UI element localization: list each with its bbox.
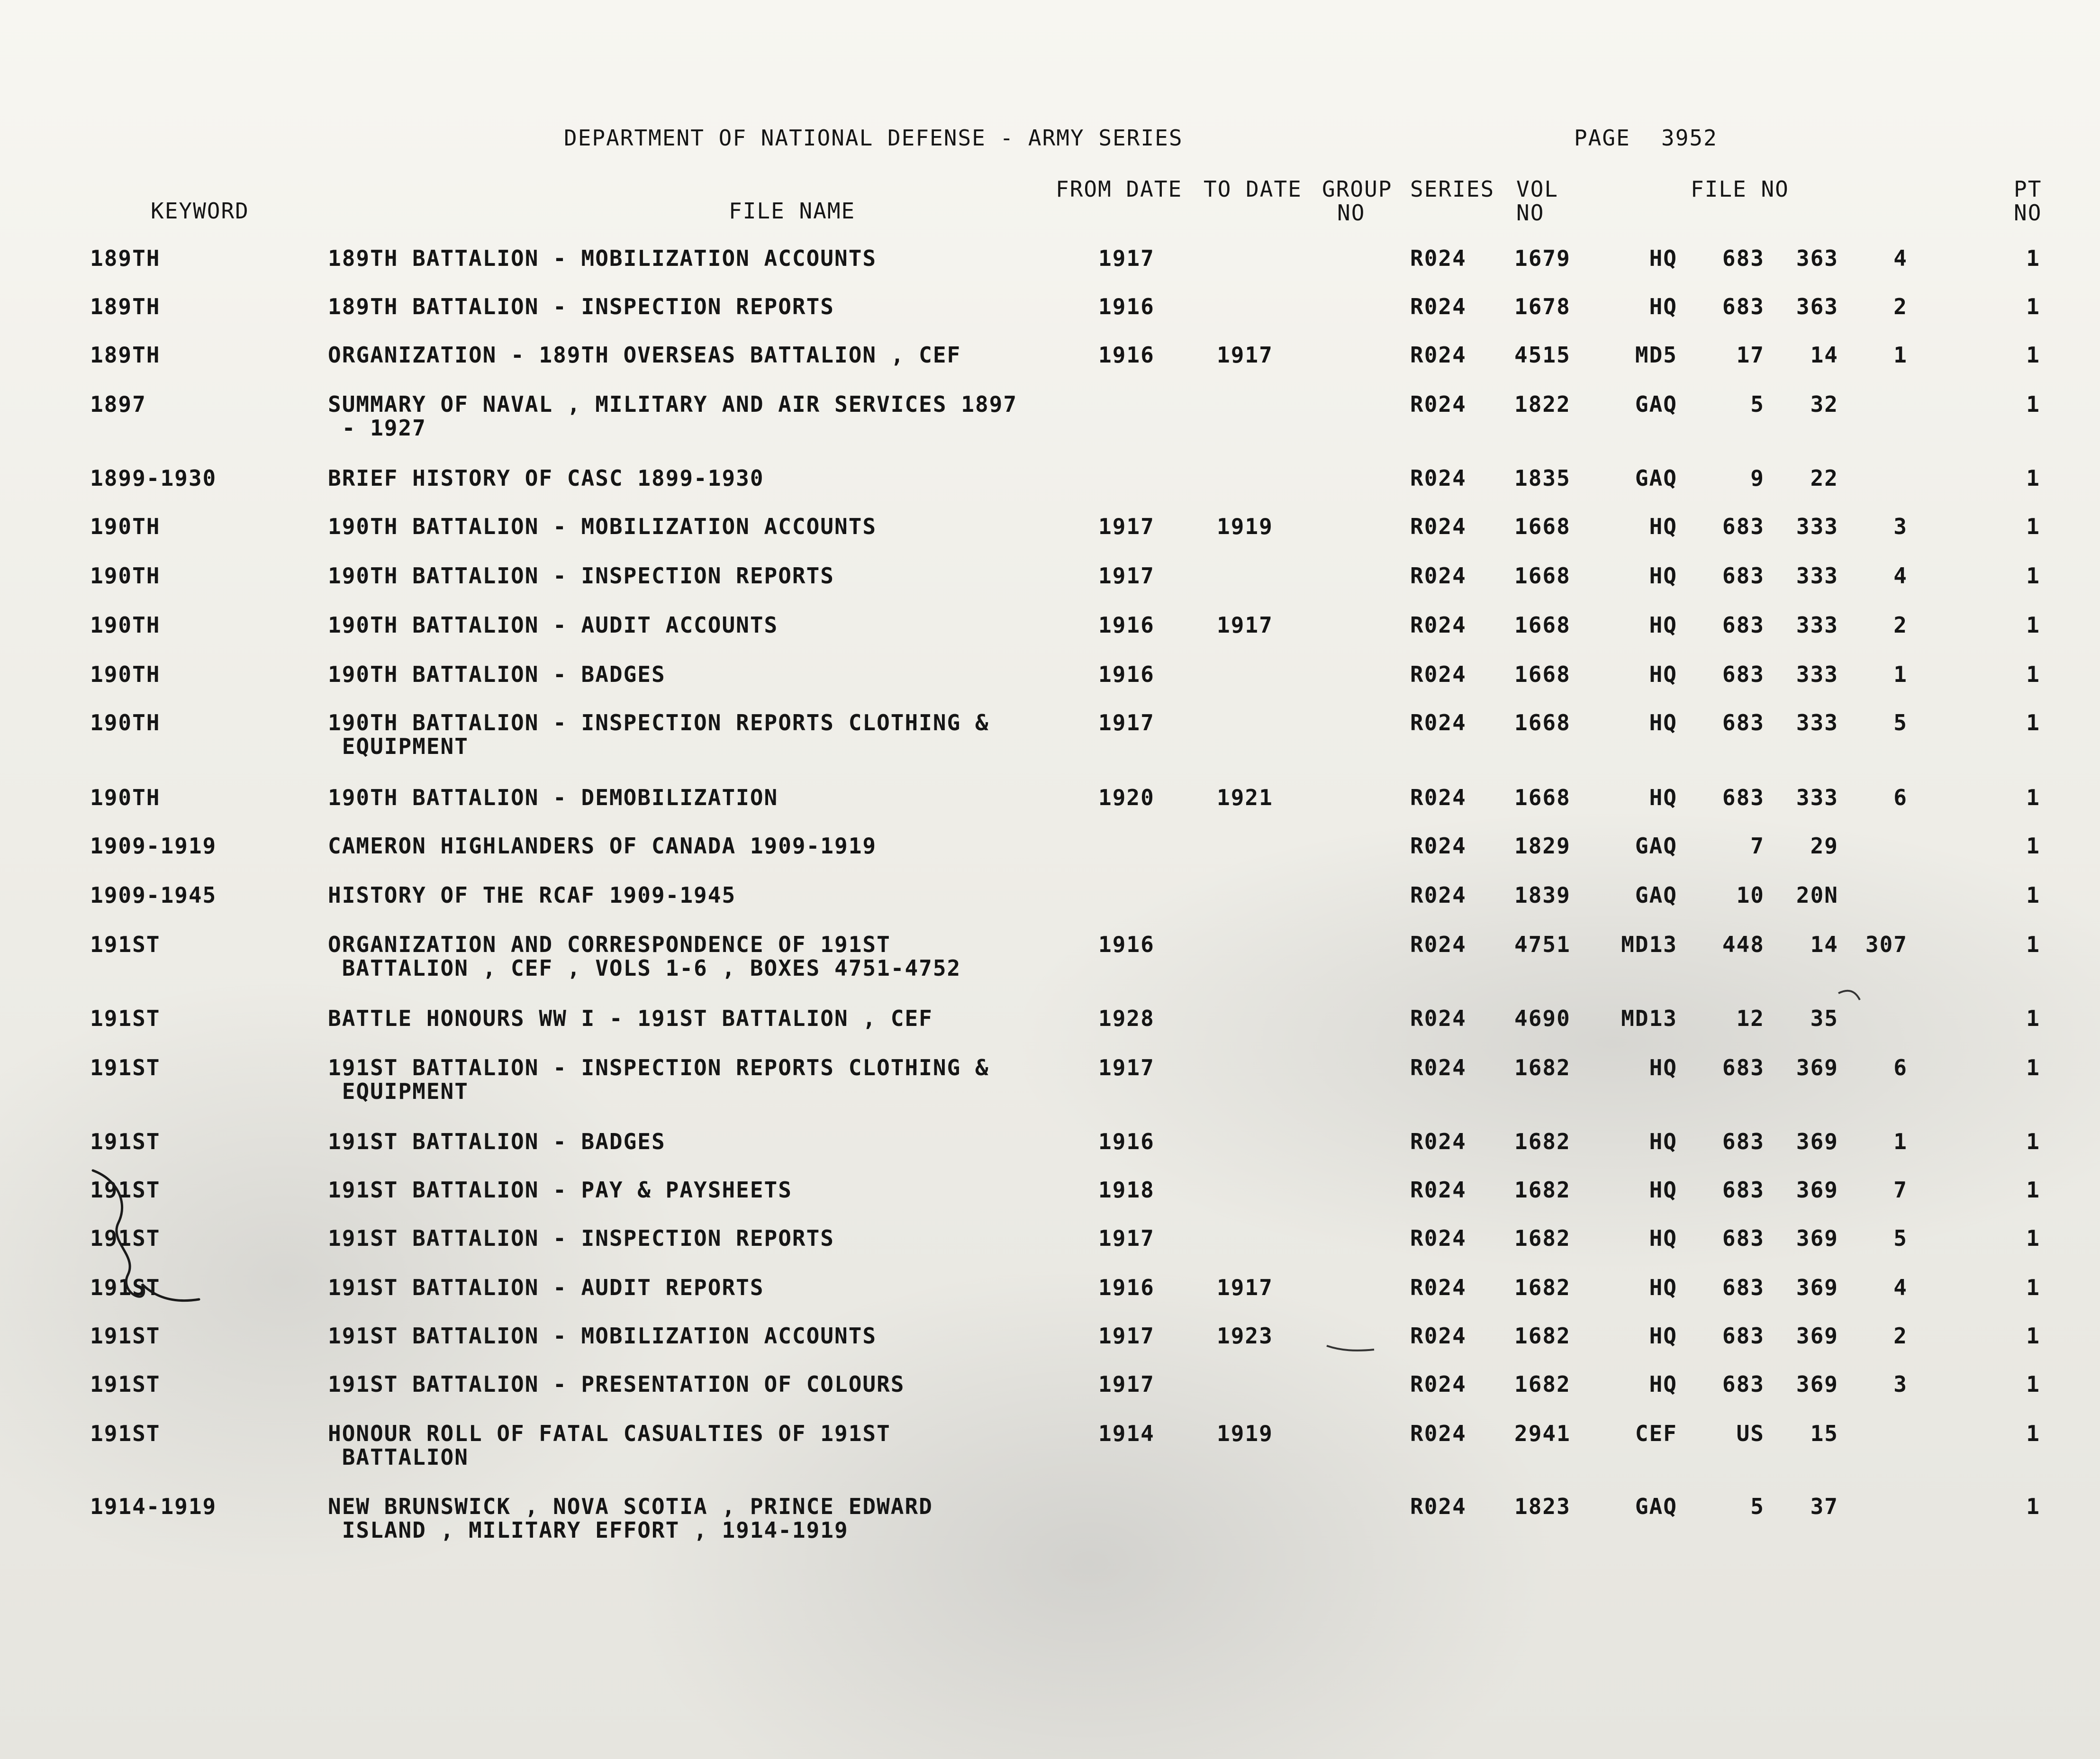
pt-no-cell: 1 xyxy=(2026,1225,2040,1251)
keyword-cell: 191ST xyxy=(90,1323,161,1349)
series-cell: R024 xyxy=(1410,1421,1466,1446)
vol-no-cell: 1668 xyxy=(1514,785,1571,810)
keyword-cell: 189TH xyxy=(90,245,161,271)
from-date-cell: 1916 xyxy=(1098,342,1155,368)
file-no-part-2-cell: 20N xyxy=(1796,882,1838,908)
file-no-part-2-cell: 22 xyxy=(1810,465,1838,491)
file-no-part-3-cell: 307 xyxy=(1865,932,1908,957)
file-no-part-3-cell: 5 xyxy=(1893,710,1908,735)
from-date-cell: 1917 xyxy=(1098,1371,1155,1397)
column-header-keyword: KEYWORD xyxy=(151,198,249,224)
pt-no-cell: 1 xyxy=(2026,1421,2040,1446)
file-name-cell: 191ST BATTALION - MOBILIZATION ACCOUNTS xyxy=(328,1323,877,1349)
file-name-cell: ORGANIZATION AND CORRESPONDENCE OF 191ST BATTALION , CEF , VOLS 1-6 , BOXES 4751-4752 xyxy=(328,932,961,981)
series-cell: R024 xyxy=(1410,1275,1466,1300)
keyword-cell: 1897 xyxy=(90,391,146,417)
keyword-cell: 191ST xyxy=(90,1006,161,1031)
pt-no-cell: 1 xyxy=(2026,710,2040,735)
vol-no-cell: 4690 xyxy=(1514,1006,1571,1031)
pt-no-cell: 1 xyxy=(2026,662,2040,687)
from-date-cell: 1917 xyxy=(1098,563,1155,589)
file-no-part-2-cell: 333 xyxy=(1796,514,1838,539)
series-cell: R024 xyxy=(1410,1225,1466,1251)
file-no-part-3-cell: 4 xyxy=(1893,1275,1908,1300)
series-cell: R024 xyxy=(1410,612,1466,638)
vol-no-cell: 1822 xyxy=(1514,391,1571,417)
from-date-cell: 1920 xyxy=(1098,785,1155,810)
file-no-part-1-cell: 683 xyxy=(1722,245,1765,271)
file-no-part-2-cell: 369 xyxy=(1796,1225,1838,1251)
file-no-part-2-cell: 333 xyxy=(1796,785,1838,810)
file-no-part-1-cell: 10 xyxy=(1736,882,1765,908)
to-date-cell: 1917 xyxy=(1217,1275,1273,1300)
pt-no-cell: 1 xyxy=(2026,1494,2040,1519)
keyword-cell: 190TH xyxy=(90,514,161,539)
column-header-from-date: FROM DATE xyxy=(1056,176,1183,202)
file-no-prefix-cell: HQ xyxy=(1649,662,1677,687)
file-name-cell: 191ST BATTALION - AUDIT REPORTS xyxy=(328,1275,764,1300)
file-no-prefix-cell: HQ xyxy=(1649,1177,1677,1203)
pt-no-cell: 1 xyxy=(2026,1006,2040,1031)
vol-no-cell: 1682 xyxy=(1514,1129,1571,1154)
file-no-part-1-cell: 683 xyxy=(1722,1177,1765,1203)
file-no-part-1-cell: 683 xyxy=(1722,1129,1765,1154)
pt-no-cell: 1 xyxy=(2026,932,2040,957)
file-no-part-3-cell: 2 xyxy=(1893,612,1908,638)
keyword-cell: 190TH xyxy=(90,785,161,810)
from-date-cell: 1916 xyxy=(1098,612,1155,638)
series-cell: R024 xyxy=(1410,833,1466,859)
file-no-prefix-cell: GAQ xyxy=(1635,391,1677,417)
vol-no-cell: 1682 xyxy=(1514,1225,1571,1251)
file-name-cell: 191ST BATTALION - INSPECTION REPORTS CLOTHING & EQUIPMENT xyxy=(328,1055,989,1104)
vol-no-cell: 2941 xyxy=(1514,1421,1571,1446)
series-cell: R024 xyxy=(1410,391,1466,417)
page-label: PAGE xyxy=(1574,125,1630,151)
file-no-prefix-cell: MD5 xyxy=(1635,342,1677,368)
pt-no-cell: 1 xyxy=(2026,514,2040,539)
file-no-prefix-cell: MD13 xyxy=(1621,932,1677,957)
vol-no-cell: 4515 xyxy=(1514,342,1571,368)
pt-no-cell: 1 xyxy=(2026,563,2040,589)
file-no-part-1-cell: 448 xyxy=(1722,932,1765,957)
keyword-cell: 190TH xyxy=(90,563,161,589)
file-no-part-3-cell: 5 xyxy=(1893,1225,1908,1251)
file-no-prefix-cell: HQ xyxy=(1649,1129,1677,1154)
from-date-cell: 1916 xyxy=(1098,662,1155,687)
keyword-cell: 191ST xyxy=(90,1129,161,1154)
series-cell: R024 xyxy=(1410,882,1466,908)
from-date-cell: 1917 xyxy=(1098,710,1155,735)
pt-no-cell: 1 xyxy=(2026,465,2040,491)
series-cell: R024 xyxy=(1410,1323,1466,1349)
series-cell: R024 xyxy=(1410,465,1466,491)
file-no-part-2-cell: 369 xyxy=(1796,1275,1838,1300)
vol-no-cell: 4751 xyxy=(1514,932,1571,957)
pt-no-cell: 1 xyxy=(2026,1275,2040,1300)
file-no-part-1-cell: 17 xyxy=(1736,342,1765,368)
file-name-cell: 190TH BATTALION - MOBILIZATION ACCOUNTS xyxy=(328,514,877,539)
file-no-part-1-cell: 5 xyxy=(1750,1494,1765,1519)
from-date-cell: 1917 xyxy=(1098,1323,1155,1349)
file-name-cell: CAMERON HIGHLANDERS OF CANADA 1909-1919 xyxy=(328,833,877,859)
keyword-cell: 1909-1945 xyxy=(90,882,217,908)
vol-no-cell: 1668 xyxy=(1514,612,1571,638)
file-no-part-3-cell: 3 xyxy=(1893,514,1908,539)
file-no-prefix-cell: GAQ xyxy=(1635,833,1677,859)
keyword-cell: 191ST xyxy=(90,1055,161,1080)
pt-no-cell: 1 xyxy=(2026,391,2040,417)
file-no-prefix-cell: HQ xyxy=(1649,710,1677,735)
file-name-cell: 189TH BATTALION - MOBILIZATION ACCOUNTS xyxy=(328,245,877,271)
file-no-part-1-cell: 683 xyxy=(1722,1275,1765,1300)
file-no-part-3-cell: 1 xyxy=(1893,662,1908,687)
file-no-part-2-cell: 363 xyxy=(1796,294,1838,319)
keyword-cell: 189TH xyxy=(90,342,161,368)
file-no-prefix-cell: HQ xyxy=(1649,1323,1677,1349)
vol-no-cell: 1668 xyxy=(1514,662,1571,687)
keyword-cell: 191ST xyxy=(90,1275,161,1300)
file-no-part-3-cell: 7 xyxy=(1893,1177,1908,1203)
from-date-cell: 1917 xyxy=(1098,245,1155,271)
vol-no-cell: 1668 xyxy=(1514,514,1571,539)
to-date-cell: 1921 xyxy=(1217,785,1273,810)
series-cell: R024 xyxy=(1410,785,1466,810)
file-name-cell: 189TH BATTALION - INSPECTION REPORTS xyxy=(328,294,834,319)
to-date-cell: 1923 xyxy=(1217,1323,1273,1349)
file-no-part-2-cell: 14 xyxy=(1810,932,1838,957)
vol-no-cell: 1679 xyxy=(1514,245,1571,271)
series-cell: R024 xyxy=(1410,514,1466,539)
file-no-prefix-cell: GAQ xyxy=(1635,465,1677,491)
file-no-part-3-cell: 6 xyxy=(1893,785,1908,810)
file-name-cell: 190TH BATTALION - INSPECTION REPORTS CLOTHING & EQUIPMENT xyxy=(328,710,989,759)
vol-no-cell: 1829 xyxy=(1514,833,1571,859)
file-no-prefix-cell: HQ xyxy=(1649,563,1677,589)
series-cell: R024 xyxy=(1410,245,1466,271)
series-cell: R024 xyxy=(1410,710,1466,735)
from-date-cell: 1916 xyxy=(1098,932,1155,957)
file-name-cell: BATTLE HONOURS WW I - 191ST BATTALION , CEF xyxy=(328,1006,933,1031)
file-name-cell: 191ST BATTALION - BADGES xyxy=(328,1129,666,1154)
pt-no-cell: 1 xyxy=(2026,612,2040,638)
series-cell: R024 xyxy=(1410,1494,1466,1519)
file-no-part-1-cell: 5 xyxy=(1750,391,1765,417)
pt-no-cell: 1 xyxy=(2026,1371,2040,1397)
file-no-part-1-cell: 683 xyxy=(1722,563,1765,589)
file-name-cell: BRIEF HISTORY OF CASC 1899-1930 xyxy=(328,465,764,491)
file-name-cell: 191ST BATTALION - INSPECTION REPORTS xyxy=(328,1225,834,1251)
column-header-file-name: FILE NAME xyxy=(729,198,856,224)
from-date-cell: 1916 xyxy=(1098,294,1155,319)
vol-no-cell: 1839 xyxy=(1514,882,1571,908)
to-date-cell: 1919 xyxy=(1217,514,1273,539)
file-no-prefix-cell: HQ xyxy=(1649,1275,1677,1300)
file-name-cell: 191ST BATTALION - PRESENTATION OF COLOURS xyxy=(328,1371,905,1397)
file-no-part-1-cell: 683 xyxy=(1722,710,1765,735)
to-date-cell: 1917 xyxy=(1217,342,1273,368)
series-cell: R024 xyxy=(1410,662,1466,687)
series-cell: R024 xyxy=(1410,1129,1466,1154)
from-date-cell: 1928 xyxy=(1098,1006,1155,1031)
file-no-part-2-cell: 369 xyxy=(1796,1177,1838,1203)
pt-no-cell: 1 xyxy=(2026,342,2040,368)
file-no-prefix-cell: GAQ xyxy=(1635,1494,1677,1519)
file-no-part-3-cell: 4 xyxy=(1893,563,1908,589)
from-date-cell: 1916 xyxy=(1098,1275,1155,1300)
file-no-prefix-cell: HQ xyxy=(1649,245,1677,271)
file-name-cell: HISTORY OF THE RCAF 1909-1945 xyxy=(328,882,736,908)
file-name-cell: NEW BRUNSWICK , NOVA SCOTIA , PRINCE EDWARD ISLAND , MILITARY EFFORT , 1914-1919 xyxy=(328,1494,933,1543)
keyword-cell: 190TH xyxy=(90,612,161,638)
keyword-cell: 191ST xyxy=(90,1421,161,1446)
to-date-cell: 1917 xyxy=(1217,612,1273,638)
file-no-prefix-cell: HQ xyxy=(1649,514,1677,539)
vol-no-cell: 1682 xyxy=(1514,1055,1571,1080)
file-no-prefix-cell: CEF xyxy=(1635,1421,1677,1446)
file-no-part-2-cell: 333 xyxy=(1796,563,1838,589)
file-no-part-1-cell: 683 xyxy=(1722,612,1765,638)
column-header-vol-no: NO xyxy=(1516,200,1545,226)
file-no-part-3-cell: 2 xyxy=(1893,1323,1908,1349)
file-name-cell: 190TH BATTALION - BADGES xyxy=(328,662,666,687)
keyword-cell: 1909-1919 xyxy=(90,833,217,859)
file-no-part-3-cell: 3 xyxy=(1893,1371,1908,1397)
file-no-part-2-cell: 29 xyxy=(1810,833,1838,859)
column-header-to-date: TO DATE xyxy=(1204,176,1302,202)
file-name-cell: ORGANIZATION - 189TH OVERSEAS BATTALION , CEF xyxy=(328,342,961,368)
keyword-cell: 189TH xyxy=(90,294,161,319)
column-header-vol: VOL xyxy=(1516,176,1559,202)
file-no-part-2-cell: 369 xyxy=(1796,1323,1838,1349)
series-cell: R024 xyxy=(1410,563,1466,589)
vol-no-cell: 1682 xyxy=(1514,1323,1571,1349)
file-no-prefix-cell: HQ xyxy=(1649,294,1677,319)
file-no-part-1-cell: 683 xyxy=(1722,294,1765,319)
pt-no-cell: 1 xyxy=(2026,833,2040,859)
file-no-prefix-cell: MD13 xyxy=(1621,1006,1677,1031)
file-no-part-2-cell: 363 xyxy=(1796,245,1838,271)
file-no-part-1-cell: 683 xyxy=(1722,662,1765,687)
file-no-part-2-cell: 37 xyxy=(1810,1494,1838,1519)
column-header-file-no: FILE NO xyxy=(1691,176,1789,202)
column-header-series: SERIES xyxy=(1410,176,1495,202)
pt-no-cell: 1 xyxy=(2026,882,2040,908)
series-cell: R024 xyxy=(1410,1371,1466,1397)
to-date-cell: 1919 xyxy=(1217,1421,1273,1446)
vol-no-cell: 1682 xyxy=(1514,1371,1571,1397)
file-no-part-2-cell: 14 xyxy=(1810,342,1838,368)
series-cell: R024 xyxy=(1410,1006,1466,1031)
file-no-part-1-cell: 683 xyxy=(1722,514,1765,539)
from-date-cell: 1917 xyxy=(1098,1225,1155,1251)
from-date-cell: 1917 xyxy=(1098,1055,1155,1080)
keyword-cell: 190TH xyxy=(90,662,161,687)
keyword-cell: 191ST xyxy=(90,1371,161,1397)
pt-no-cell: 1 xyxy=(2026,245,2040,271)
file-no-part-2-cell: 15 xyxy=(1810,1421,1838,1446)
file-no-part-1-cell: 683 xyxy=(1722,1323,1765,1349)
file-name-cell: 190TH BATTALION - INSPECTION REPORTS xyxy=(328,563,834,589)
file-no-part-1-cell: 683 xyxy=(1722,1055,1765,1080)
vol-no-cell: 1668 xyxy=(1514,563,1571,589)
pt-no-cell: 1 xyxy=(2026,1055,2040,1080)
keyword-cell: 191ST xyxy=(90,1225,161,1251)
file-no-part-3-cell: 2 xyxy=(1893,294,1908,319)
file-no-part-1-cell: US xyxy=(1736,1421,1765,1446)
file-no-prefix-cell: HQ xyxy=(1649,1055,1677,1080)
page-number: 3952 xyxy=(1661,125,1718,151)
file-no-prefix-cell: HQ xyxy=(1649,785,1677,810)
pt-no-cell: 1 xyxy=(2026,1129,2040,1154)
file-name-cell: HONOUR ROLL OF FATAL CASUALTIES OF 191ST BATTALION xyxy=(328,1421,891,1470)
file-no-part-3-cell: 6 xyxy=(1893,1055,1908,1080)
file-no-part-2-cell: 369 xyxy=(1796,1055,1838,1080)
file-no-part-1-cell: 9 xyxy=(1750,465,1765,491)
from-date-cell: 1917 xyxy=(1098,514,1155,539)
file-no-prefix-cell: HQ xyxy=(1649,612,1677,638)
file-no-prefix-cell: HQ xyxy=(1649,1225,1677,1251)
file-no-part-3-cell: 4 xyxy=(1893,245,1908,271)
file-no-part-2-cell: 35 xyxy=(1810,1006,1838,1031)
file-name-cell: SUMMARY OF NAVAL , MILITARY AND AIR SERVICES 1897 - 1927 xyxy=(328,391,1018,441)
from-date-cell: 1916 xyxy=(1098,1129,1155,1154)
from-date-cell: 1918 xyxy=(1098,1177,1155,1203)
vol-no-cell: 1682 xyxy=(1514,1275,1571,1300)
file-no-part-1-cell: 683 xyxy=(1722,1225,1765,1251)
series-cell: R024 xyxy=(1410,342,1466,368)
file-name-cell: 190TH BATTALION - DEMOBILIZATION xyxy=(328,785,778,810)
file-no-part-2-cell: 333 xyxy=(1796,662,1838,687)
keyword-cell: 191ST xyxy=(90,1177,161,1203)
file-no-prefix-cell: HQ xyxy=(1649,1371,1677,1397)
column-header-group: GROUP xyxy=(1322,176,1393,202)
series-cell: R024 xyxy=(1410,1055,1466,1080)
vol-no-cell: 1678 xyxy=(1514,294,1571,319)
file-no-part-2-cell: 369 xyxy=(1796,1371,1838,1397)
file-no-part-3-cell: 1 xyxy=(1893,342,1908,368)
pt-no-cell: 1 xyxy=(2026,1177,2040,1203)
keyword-cell: 1899-1930 xyxy=(90,465,217,491)
file-name-cell: 190TH BATTALION - AUDIT ACCOUNTS xyxy=(328,612,778,638)
pt-no-cell: 1 xyxy=(2026,785,2040,810)
file-no-part-2-cell: 333 xyxy=(1796,612,1838,638)
series-cell: R024 xyxy=(1410,932,1466,957)
pt-no-cell: 1 xyxy=(2026,294,2040,319)
vol-no-cell: 1823 xyxy=(1514,1494,1571,1519)
file-no-part-2-cell: 333 xyxy=(1796,710,1838,735)
series-cell: R024 xyxy=(1410,1177,1466,1203)
vol-no-cell: 1682 xyxy=(1514,1177,1571,1203)
column-header-pt-no: NO xyxy=(2014,200,2042,226)
column-header-pt: PT xyxy=(2014,176,2042,202)
keyword-cell: 190TH xyxy=(90,710,161,735)
file-name-cell: 191ST BATTALION - PAY & PAYSHEETS xyxy=(328,1177,792,1203)
keyword-cell: 1914-1919 xyxy=(90,1494,217,1519)
column-header-group-no: NO xyxy=(1337,200,1366,226)
file-no-part-1-cell: 12 xyxy=(1736,1006,1765,1031)
vol-no-cell: 1668 xyxy=(1514,710,1571,735)
file-no-part-2-cell: 369 xyxy=(1796,1129,1838,1154)
pt-no-cell: 1 xyxy=(2026,1323,2040,1349)
file-no-prefix-cell: GAQ xyxy=(1635,882,1677,908)
file-no-part-1-cell: 683 xyxy=(1722,1371,1765,1397)
series-cell: R024 xyxy=(1410,294,1466,319)
keyword-cell: 191ST xyxy=(90,932,161,957)
from-date-cell: 1914 xyxy=(1098,1421,1155,1446)
file-no-part-3-cell: 1 xyxy=(1893,1129,1908,1154)
document-title: DEPARTMENT OF NATIONAL DEFENSE - ARMY SERIES xyxy=(564,125,1183,151)
file-no-part-1-cell: 683 xyxy=(1722,785,1765,810)
vol-no-cell: 1835 xyxy=(1514,465,1571,491)
file-no-part-1-cell: 7 xyxy=(1750,833,1765,859)
file-no-part-2-cell: 32 xyxy=(1810,391,1838,417)
